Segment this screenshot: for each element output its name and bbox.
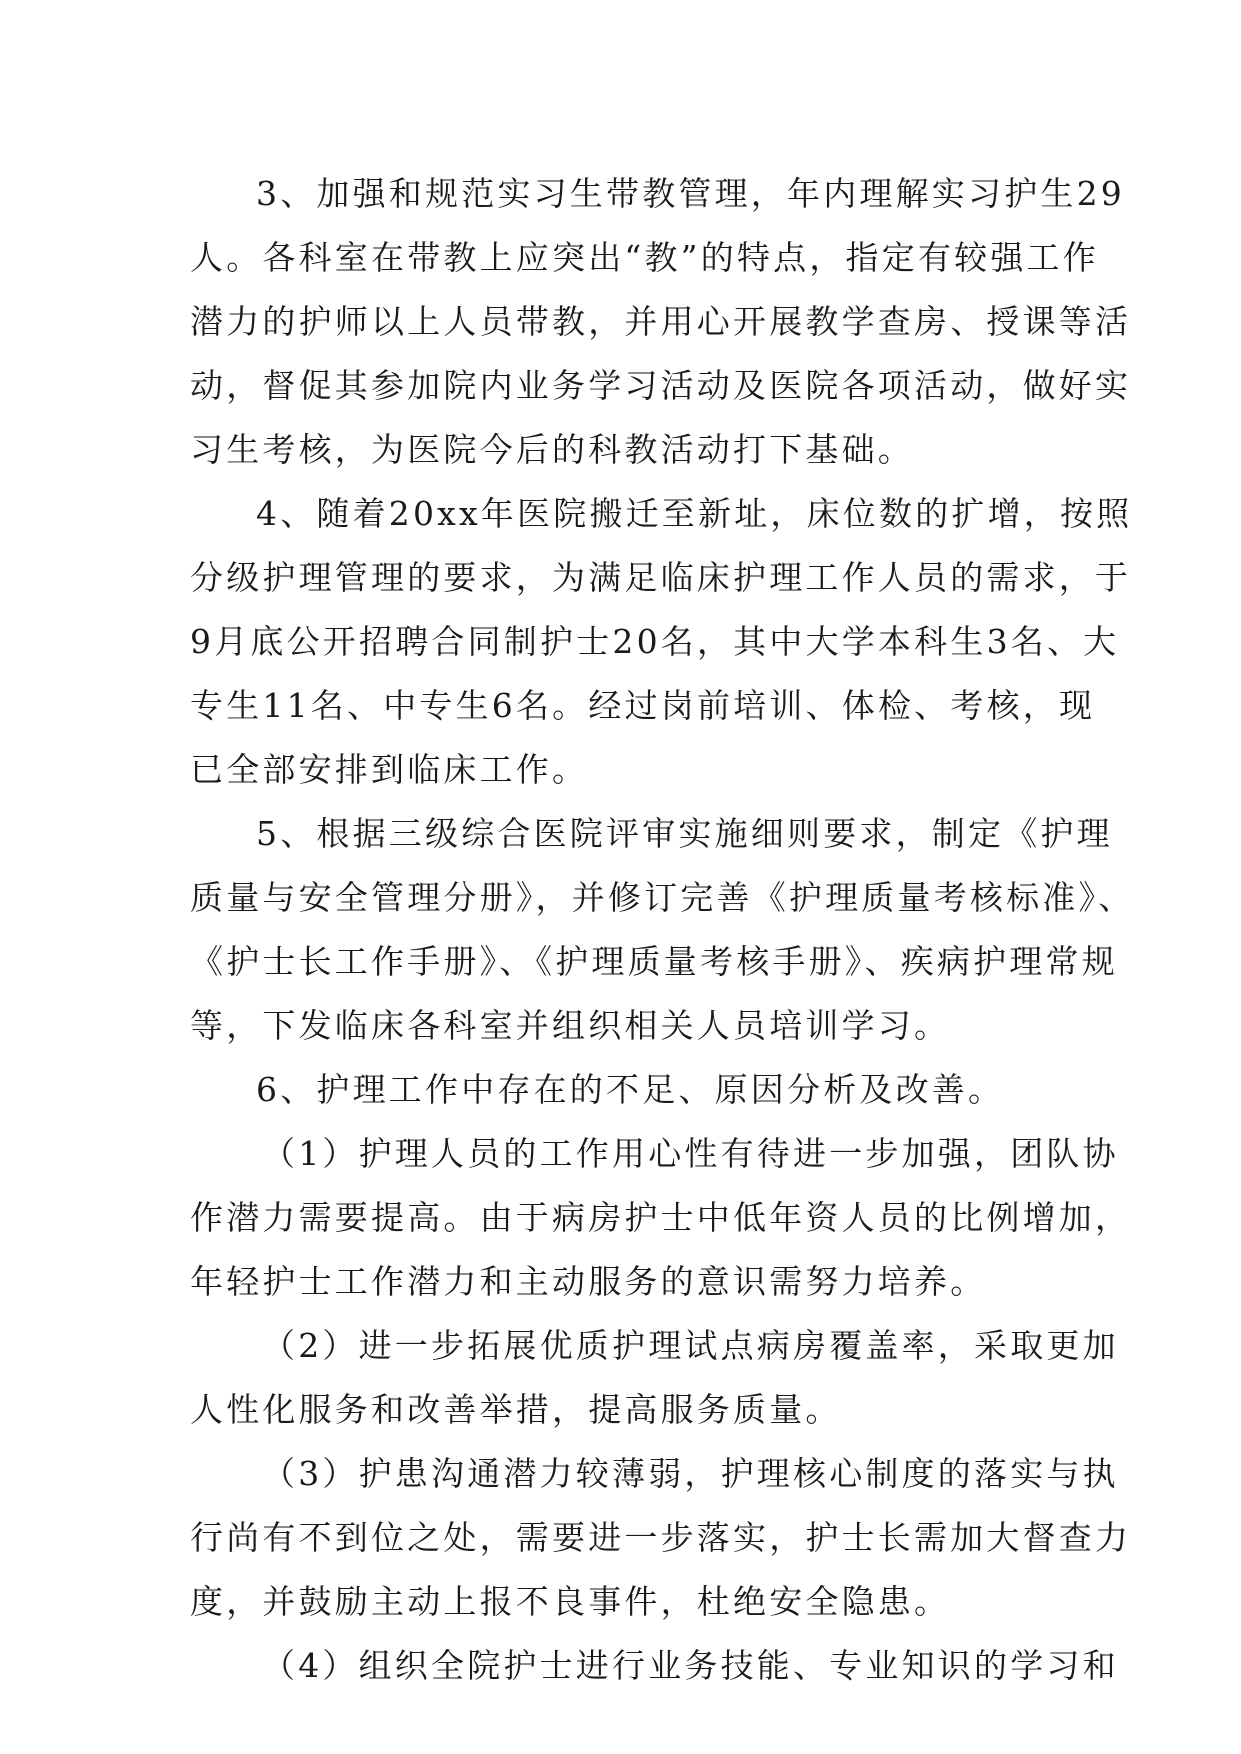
text-line: 5、根据三级综合医院评审实施细则要求，制定《护理	[256, 814, 1113, 853]
text-line: 6、护理工作中存在的不足、原因分析及改善。	[256, 1070, 1005, 1109]
text-line: 年轻护士工作潜力和主动服务的意识需努力培养。	[190, 1262, 987, 1301]
text-line: 人。各科室在带教上应突出“教”的特点，指定有较强工作	[190, 238, 1099, 277]
text-line: 等，下发临床各科室并组织相关人员培训学习。	[190, 1006, 951, 1045]
document-body	[190, 162, 1135, 1698]
text-line: （1）护理人员的工作用心性有待进一步加强，团队协	[262, 1134, 1119, 1173]
text-line: 行尚有不到位之处，需要进一步落实，护士长需加大督查力	[190, 1518, 1132, 1557]
text-line: 潜力的护师以上人员带教，并用心开展教学查房、授课等活	[190, 302, 1132, 341]
text-line: 9月底公开招聘合同制护士20名，其中大学本科生3名、大	[190, 622, 1120, 661]
paragraph-item-3	[190, 162, 1132, 482]
paragraph-subitem-4	[190, 1634, 1119, 1698]
text-line: （2）进一步拓展优质护理试点病房覆盖率，采取更加	[262, 1326, 1119, 1365]
text-line: 习生考核，为医院今后的科教活动打下基础。	[190, 430, 914, 469]
text-line: 专生11名、中专生6名。经过岗前培训、体检、考核，现	[190, 686, 1096, 725]
text-line: （4）组织全院护士进行业务技能、专业知识的学习和	[262, 1646, 1119, 1685]
text-line: （3）护患沟通潜力较薄弱，护理核心制度的落实与执	[262, 1454, 1119, 1493]
text-line: 作潜力需要提高。由于病房护士中低年资人员的比例增加，	[190, 1198, 1132, 1237]
paragraph-item-4	[190, 482, 1133, 802]
paragraph-item-5	[190, 802, 1135, 1058]
text-line: 质量与安全管理分册》，并修订完善《护理质量考核标准》、	[190, 878, 1135, 917]
text-line: 分级护理管理的要求，为满足临床护理工作人员的需求，于	[190, 558, 1132, 597]
text-line: 4、随着20xx年医院搬迁至新址，床位数的扩增，按照	[256, 494, 1133, 533]
text-line: 已全部安排到临床工作。	[190, 750, 589, 789]
text-line: 《护士长工作手册》、《护理质量考核手册》、疾病护理常规	[190, 942, 1118, 981]
text-line: 度，并鼓励主动上报不良事件，杜绝安全隐患。	[190, 1582, 951, 1621]
text-line: 动，督促其参加院内业务学习活动及医院各项活动，做好实	[190, 366, 1132, 405]
paragraph-subitem-2	[190, 1314, 1119, 1442]
paragraph-item-6	[190, 1058, 1050, 1122]
paragraph-subitem-3	[190, 1442, 1132, 1634]
paragraph-subitem-1	[190, 1122, 1132, 1314]
text-line: 3、加强和规范实习生带教管理，年内理解实习护生29	[256, 174, 1125, 213]
text-line: 人性化服务和改善举措，提高服务质量。	[190, 1390, 842, 1429]
